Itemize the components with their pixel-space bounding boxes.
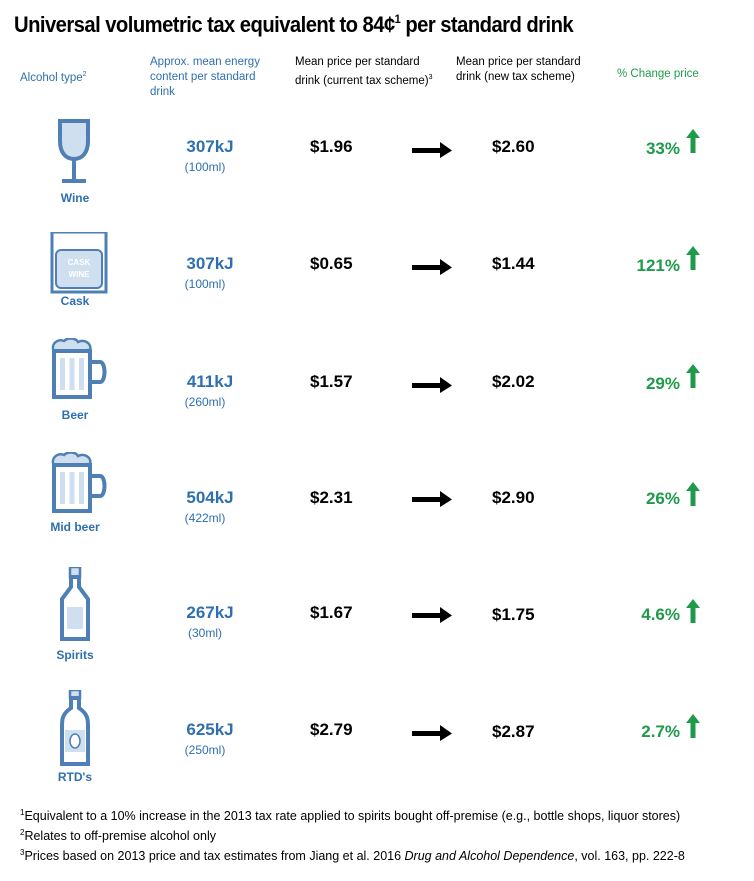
change-value: 33%: [645, 139, 680, 158]
arrow-right-icon: [412, 607, 452, 623]
table-row: [0, 452, 754, 562]
header-change: % Change price: [617, 68, 699, 80]
current-price: $1.67: [310, 603, 353, 622]
current-price: $2.79: [310, 720, 353, 739]
arrow-up-icon: [686, 129, 700, 153]
table-row: [0, 338, 754, 448]
current-price: $0.65: [310, 254, 353, 273]
arrow-right-icon: [412, 491, 452, 507]
header-new-price: Mean price per standard drink (new tax scheme): [456, 56, 581, 83]
arrow-up-icon: [686, 482, 700, 506]
current-price: $1.57: [310, 372, 353, 391]
change-value: 29%: [645, 374, 680, 393]
current-price: $1.96: [310, 137, 353, 156]
volume-value: (100ml): [184, 277, 226, 291]
energy-value: 267kJ: [186, 603, 234, 622]
new-price: $2.90: [492, 488, 535, 507]
table-row: [0, 232, 754, 342]
arrow-right-icon: [412, 259, 452, 275]
table-row: [0, 115, 754, 225]
new-price: $1.44: [492, 254, 535, 273]
beer-mug-icon: [40, 338, 110, 418]
current-price: $2.31: [310, 488, 353, 507]
change-value: 2.7%: [641, 722, 680, 741]
new-price: $1.75: [492, 605, 535, 624]
svg-text:CASK: CASK: [67, 258, 91, 267]
alcohol-type-label: Cask: [60, 294, 90, 308]
volume-value: (422ml): [184, 511, 226, 525]
arrow-up-icon: [686, 364, 700, 388]
energy-value: 625kJ: [186, 720, 234, 739]
footnote-1: $^1$Equivalent to a 10% increase in the 2013 tax rate applied to spirits bought off-premise (e.g., bottle shops, liquor stores): [20, 808, 681, 823]
chart-title: Universal volumetric tax equivalent to 84¢$^1$ per standard drink: [14, 12, 574, 37]
alcohol-type-label: Spirits: [56, 648, 94, 662]
arrow-right-icon: [412, 142, 452, 158]
new-price: $2.02: [492, 372, 535, 391]
new-price: $2.60: [492, 137, 535, 156]
alcohol-type-label: Wine: [60, 191, 90, 205]
svg-text:WINE: WINE: [68, 270, 90, 279]
volume-value: (260ml): [184, 395, 226, 409]
change-value: 4.6%: [641, 605, 680, 624]
change-value: 26%: [645, 489, 680, 508]
arrow-right-icon: [412, 377, 452, 393]
change-value: 121%: [636, 256, 680, 275]
spirits-bottle-icon: [40, 567, 110, 647]
table-row: [0, 567, 754, 677]
footnote-2: $^2$Relates to off-premise alcohol only: [20, 828, 216, 843]
arrow-up-icon: [686, 599, 700, 623]
footnote-3: $^3$Prices based on 2013 price and tax estimates from Jiang et al. 2016 Drug and Alcohol Dependence, vol. 163, pp. 222-8: [20, 848, 685, 863]
alcohol-type-label: Mid beer: [50, 520, 100, 534]
alcohol-type-label: Beer: [61, 408, 89, 422]
volume-value: (30ml): [187, 626, 222, 640]
energy-value: 411kJ: [186, 372, 234, 391]
arrow-right-icon: [412, 725, 452, 741]
energy-value: 307kJ: [186, 137, 234, 156]
arrow-up-icon: [686, 246, 700, 270]
header-current-price: Mean price per standard drink (current tax scheme)$^3$: [295, 56, 433, 87]
alcohol-type-label: RTD's: [57, 770, 93, 784]
rtd-bottle-icon: [40, 690, 110, 770]
new-price: $2.87: [492, 722, 535, 741]
energy-value: 307kJ: [186, 254, 234, 273]
header-energy: Approx. mean energy content per standard drink: [150, 56, 260, 98]
energy-value: 504kJ: [186, 488, 234, 507]
volume-value: (250ml): [184, 743, 226, 757]
wine-glass-icon: [40, 115, 110, 195]
header-alcohol-type: Alcohol type$^2$: [20, 71, 87, 84]
table-row: [0, 690, 754, 800]
arrow-up-icon: [686, 714, 700, 738]
volume-value: (100ml): [184, 160, 226, 174]
